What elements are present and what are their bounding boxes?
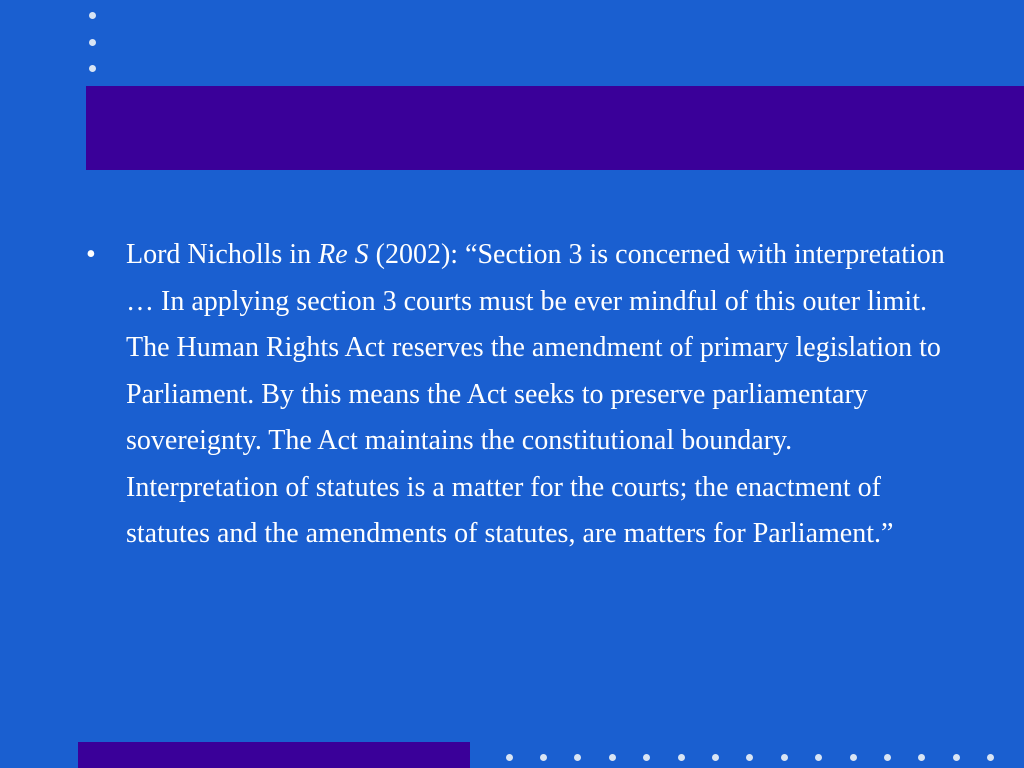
dot-icon [953,754,960,761]
dot-icon [678,754,685,761]
dot-icon [89,65,96,72]
case-name: Re S [318,239,369,270]
dot-icon [506,754,513,761]
dot-icon [918,754,925,761]
dot-icon [884,754,891,761]
dot-icon [987,754,994,761]
bullet-item [86,232,946,558]
dot-icon [89,12,96,19]
dot-icon [850,754,857,761]
bullet-list [86,232,946,558]
quote-attribution: Lord Nicholls in [126,239,319,270]
dot-icon [712,754,719,761]
dot-icon [643,754,650,761]
title-bar [86,86,1024,170]
dot-icon [609,754,616,761]
dot-icon [746,754,753,761]
dot-icon [540,754,547,761]
bottom-bar [78,742,470,768]
dot-icon [89,39,96,46]
slide-body [86,232,946,558]
quote-text: (2002): “Section 3 is concerned with interpretation … In applying section 3 courts must be ever mindful of this outer limit. The Human Rights Act reserves the amendment of primary legislation to Parliament. By this means the Act seeks to preserve parliamentary sovereignty. The Act maintains the constitutional boundary. Interpretation of statutes is a matter for the courts; the enactment of statutes and the amendments of statutes, are matters for Parliament.” [126,239,945,549]
dot-icon [574,754,581,761]
bullet-icon: • [86,239,96,270]
dot-icon [815,754,822,761]
dot-icon [781,754,788,761]
